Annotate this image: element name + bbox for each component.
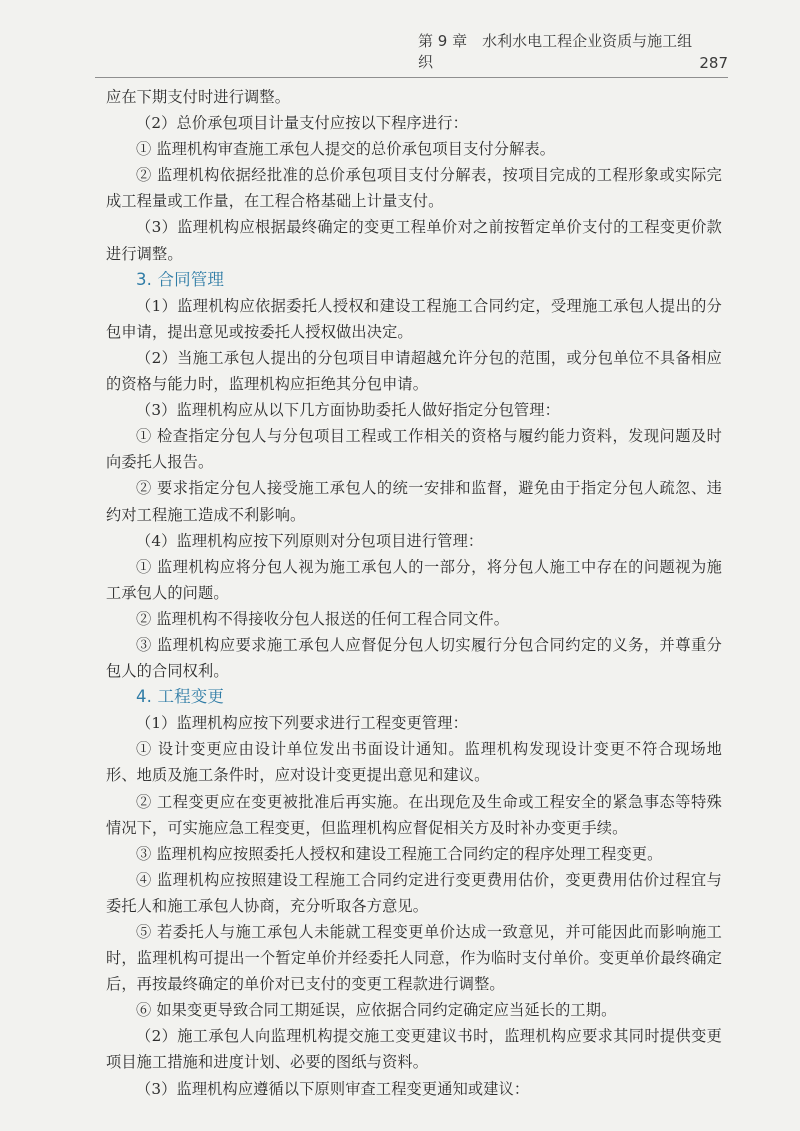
body-paragraph: （4）监理机构应按下列原则对分包项目进行管理：	[136, 531, 484, 550]
body-paragraph: （1）监理机构应按下列要求进行工程变更管理：	[136, 714, 468, 733]
body-paragraph: ① 监理机构应将分包人视为施工承包人的一部分，将分包人施工中存在的问题视为施工承包人的问题。	[106, 557, 722, 602]
body-paragraph: ② 监理机构依据经批准的总价承包项目支付分解表，按项目完成的工程形象或实际完成工程量或工作量，在工程合格基础上计量支付。	[106, 166, 722, 211]
body-paragraph: 应在下期支付时进行调整。	[106, 88, 291, 106]
body-paragraph: ② 监理机构不得接收分包人报送的任何工程合同文件。	[136, 609, 510, 628]
body-paragraph: （1）监理机构应依据委托人授权和建设工程施工合同约定，受理施工承包人提出的分包申请，提出意见或按委托人授权做出决定。	[106, 296, 722, 341]
body-paragraph: ⑤ 若委托人与施工承包人未能就工程变更单价达成一致意见，并可能因此而影响施工时，监理机构可提出一个暂定单价并经委托人同意，作为临时支付单价。变更单价最终确定后，再按最终确定的单价对已支付的变更工程款进行调整。	[106, 923, 722, 994]
section-heading: 3. 合同管理	[136, 269, 225, 289]
page-body	[106, 84, 722, 1102]
body-paragraph: ③ 监理机构应要求施工承包人应督促分包人切实履行分包合同约定的义务，并尊重分包人的合同权利。	[106, 635, 722, 681]
body-paragraph: （3）监理机构应遵循以下原则审查工程变更通知或建议：	[136, 1079, 530, 1098]
section-heading: 4. 工程变更	[136, 687, 225, 707]
body-paragraph: ⑥ 如果变更导致合同工期延误，应依据合同约定确定应当延长的工期。	[136, 1001, 617, 1020]
page-number: 287	[699, 54, 728, 72]
body-paragraph: （2）当施工承包人提出的分包项目申请超越允许分包的范围，或分包单位不具备相应的资格与能力时，监理机构应拒绝其分包申请。	[106, 348, 722, 394]
body-paragraph: （3）监理机构应根据最终确定的变更工程单价对之前按暂定单价支付的工程变更价款进行调整。	[106, 218, 722, 263]
chapter-title: 第 9 章 水利水电工程企业资质与施工组织	[418, 32, 693, 71]
body-paragraph: ① 监理机构审查施工承包人提交的总价承包项目支付分解表。	[136, 140, 556, 159]
body-paragraph: ① 检查指定分包人与分包项目工程或工作相关的资格与履约能力资料，发现问题及时向委托人报告。	[106, 427, 722, 472]
body-paragraph: （2）总价承包项目计量支付应按以下程序进行：	[136, 114, 468, 133]
body-paragraph: ③ 监理机构应按照委托人授权和建设工程施工合同约定的程序处理工程变更。	[136, 844, 663, 863]
body-paragraph: ① 设计变更应由设计单位发出书面设计通知。监理机构发现设计变更不符合现场地形、地质及施工条件时，应对设计变更提出意见和建议。	[106, 740, 722, 785]
body-paragraph: ② 要求指定分包人接受施工承包人的统一安排和监督，避免由于指定分包人疏忽、违约对工程施工造成不利影响。	[106, 479, 722, 524]
body-paragraph: （3）监理机构应从以下几方面协助委托人做好指定分包管理：	[136, 401, 560, 420]
body-paragraph: ④ 监理机构应按照建设工程施工合同约定进行变更费用估价，变更费用估价过程宜与委托人和施工承包人协商，充分听取各方意见。	[106, 870, 722, 915]
running-header	[418, 32, 728, 72]
body-paragraph: （2）施工承包人向监理机构提交施工变更建议书时，监理机构应要求其同时提供变更项目施工措施和进度计划、必要的图纸与资料。	[106, 1027, 722, 1072]
body-paragraph: ② 工程变更应在变更被批准后再实施。在出现危及生命或工程安全的紧急事态等特殊情况下，可实施应急工程变更，但监理机构应督促相关方及时补办变更手续。	[106, 792, 722, 837]
header-divider	[95, 77, 728, 78]
